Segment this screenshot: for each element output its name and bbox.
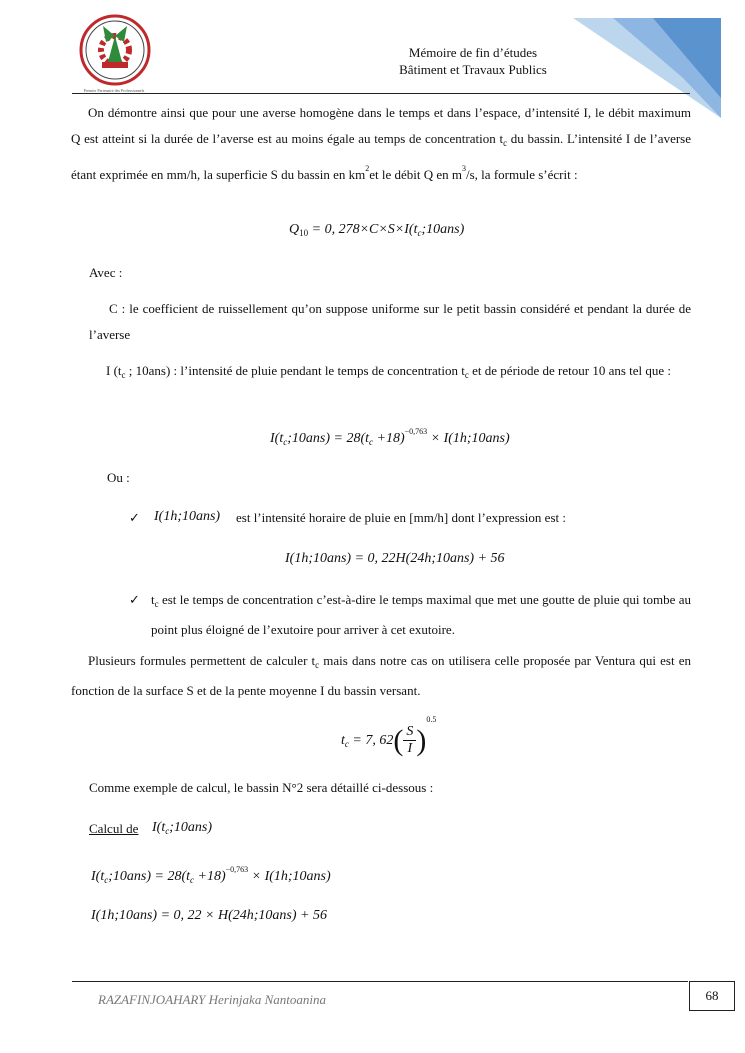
- equation-q10: $Q_{10} = 0$, $278\times C\times S\times I(t_c;10ans)$: [289, 222, 465, 238]
- header-rule: [72, 93, 690, 94]
- calcul-label: Calcul de: [89, 821, 139, 836]
- equation-concentration-time: $t_c = 7$, 62( $\frac{S}{I}$ )$^{0.5}$: [341, 715, 437, 757]
- i-definition: I ($t_c$ ; 10ans) : l’intensité de pluie pendant le temps de concentration $t_c$ et de période de retour 10 ans tel que :: [106, 363, 672, 380]
- example-intro: Comme exemple de calcul, le bassin N°2 sera détaillé ci-dessous :: [89, 780, 434, 795]
- bullet1-formula: I(1h;10ans): [154, 509, 221, 524]
- header-title: [388, 44, 558, 78]
- header-line-1: Mémoire de fin d’études: [408, 45, 538, 60]
- avec-label: Avec :: [89, 265, 123, 280]
- footer-rule: [72, 981, 688, 982]
- paragraph-intro: On démontre ainsi que pour une averse homogène dans le temps et dans l’espace, d’intensité I, le débit maximum Q est atteint si la durée de l’averse est au moins égale au temps de concentration $t_c$ du bassin. L’intensité I de l’averse étant exprimée en mm/h, la superficie S du bassin en $km^2et$ le débit Q en $m^3/s$, la formule s’écrit :: [71, 105, 692, 182]
- school-logo: [72, 12, 158, 92]
- calc-equation-2: I(1h;10ans) = 0, 22 × H(24h;10ans) + 56: [91, 908, 327, 923]
- footer-author: RAZAFINJOAHARY Herinjaka Nantoanina: [98, 992, 326, 1007]
- equation-intensity: $I(t_c;10ans) = 28(t_c +18)^{-0,763}$ × I(1h;10ans): [270, 427, 510, 447]
- c-definition: C : le coefficient de ruissellement qu’on suppose uniforme sur le petit bassin considéré et pendant la durée de l’averse: [89, 301, 691, 342]
- paragraph-ventura: Plusieurs formules permettent de calculer $t_c$ mais dans notre cas on utilisera celle proposée par Ventura qui est en fonction de la surface S et de la pente moyenne I du bassin versant.: [71, 653, 691, 698]
- bullet2-text: $t_c$ est le temps de concentration c’est-à-dire le temps maximal que met une goutte de pluie qui tombe au point plus éloigné de l’exutoire pour arriver à cet exutoire.: [151, 592, 691, 637]
- calcul-label-formula: $I(t_c;10ans)$: [152, 820, 212, 836]
- checkmark-icon: ✓: [129, 510, 140, 525]
- page-number: 68: [689, 981, 735, 1011]
- ou-label: Ou :: [107, 470, 130, 485]
- header-line-2: Bâtiment et Travaux Publics: [399, 62, 547, 77]
- equation-hourly-intensity: I(1h;10ans) = 0, 22H(24h;10ans) + 56: [285, 551, 505, 566]
- bullet1-text: est l’intensité horaire de pluie en [mm/h] dont l’expression est :: [236, 510, 566, 525]
- checkmark-icon: ✓: [129, 592, 140, 607]
- logo-caption: Premier Partenaire des Professionnels: [83, 88, 145, 93]
- calc-equation-1: $I(t_c;10ans) = 28(t_c +18)^{-0,763}$ × I(1h;10ans): [91, 865, 331, 885]
